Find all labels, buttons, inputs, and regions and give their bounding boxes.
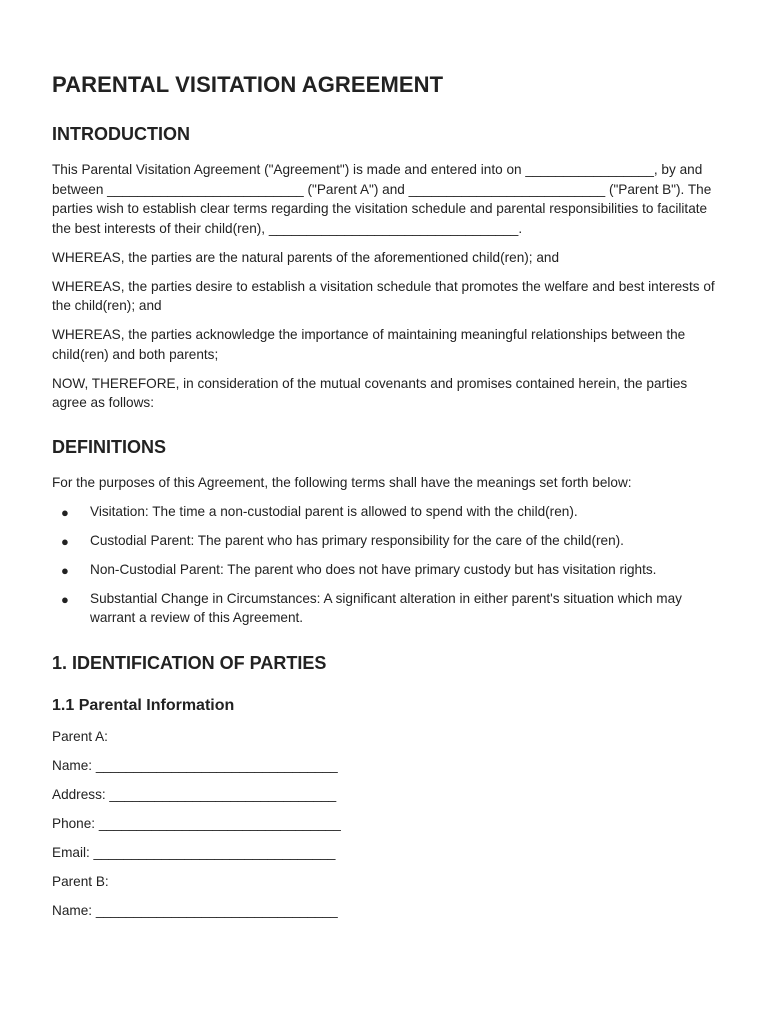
list-item [52, 560, 722, 580]
definitions-section [52, 435, 722, 628]
list-item [52, 502, 722, 522]
bullet-icon: ● [61, 533, 69, 549]
introduction-section [52, 122, 722, 413]
parent-b-name-field: Name: ________________________________ [52, 902, 338, 918]
definition-visitation: Visitation: The time a non-custodial parent is allowed to spend with the child(ren). [90, 503, 578, 519]
whereas-visitation-schedule: WHEREAS, the parties desire to establish a visitation schedule that promotes the welfare and best interests of the child(ren); and [52, 278, 715, 313]
parent-a-name-field: Name: ________________________________ [52, 757, 338, 773]
definition-custodial-parent: Custodial Parent: The parent who has primary responsibility for the care of the child(ren). [90, 532, 624, 548]
introduction-heading: INTRODUCTION [52, 124, 190, 144]
list-item [52, 589, 722, 628]
parent-a-address-field: Address: ______________________________ [52, 786, 337, 802]
definitions-heading: DEFINITIONS [52, 436, 167, 457]
intro-paragraph: This Parental Visitation Agreement ("Agreement") is made and entered into on _________________, by and between __________________________ ("Parent A") and __________________________ ("Parent B"). The parties wish to establish clear terms regarding the visitation schedule and parental responsibilities to facilitate the best interests of their child(ren), _________________________________. [52, 162, 712, 236]
document-page [52, 68, 722, 930]
definitions-list [52, 502, 722, 628]
parent-a-email-field: Email: ________________________________ [52, 844, 336, 860]
parent-a-label: Parent A: [52, 728, 108, 744]
parental-information-heading: 1.1 Parental Information [52, 696, 235, 714]
definition-non-custodial-parent: Non-Custodial Parent: The parent who does not have primary custody but has visitation rights. [90, 561, 657, 577]
list-item [52, 531, 722, 551]
identification-section [52, 651, 722, 921]
parent-a-phone-field: Phone: ________________________________ [52, 815, 341, 831]
definition-substantial-change: Substantial Change in Circumstances: A significant alteration in either parent's situation which may warrant a review of this Agreement. [90, 590, 682, 625]
bullet-icon: ● [61, 562, 69, 578]
bullet-icon: ● [61, 591, 69, 607]
parental-information-subsection [52, 695, 722, 921]
document-title: PARENTAL VISITATION AGREEMENT [52, 72, 444, 97]
now-therefore-clause: NOW, THEREFORE, in consideration of the mutual covenants and promises contained herein, the parties agree as follows: [52, 375, 688, 410]
whereas-natural-parents: WHEREAS, the parties are the natural parents of the aforementioned child(ren); and [52, 249, 560, 265]
definitions-intro: For the purposes of this Agreement, the following terms shall have the meanings set forth below: [52, 474, 632, 490]
parent-b-label: Parent B: [52, 873, 109, 889]
bullet-icon: ● [61, 504, 69, 520]
whereas-relationships: WHEREAS, the parties acknowledge the importance of maintaining meaningful relationships between the child(ren) and both parents; [52, 327, 686, 362]
identification-heading: 1. IDENTIFICATION OF PARTIES [52, 652, 327, 673]
